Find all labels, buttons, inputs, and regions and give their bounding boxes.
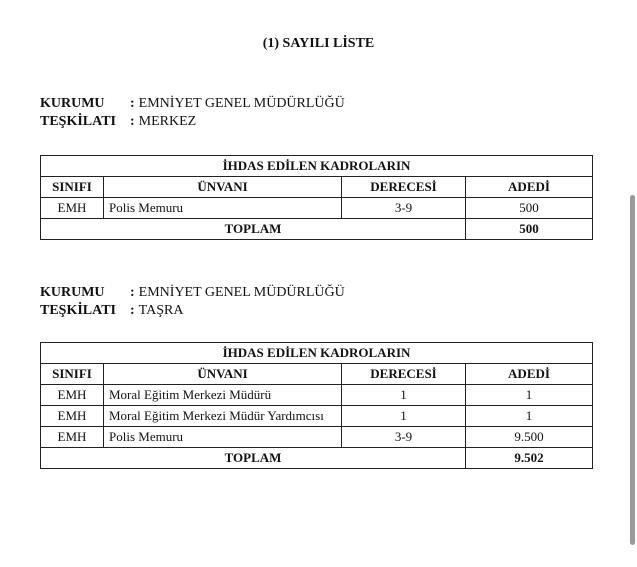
header-sinifi: SINIFI xyxy=(41,177,104,198)
header-derecesi: DERECESİ xyxy=(342,177,466,198)
teskilati-row xyxy=(40,113,345,131)
cell-derecesi: 3-9 xyxy=(342,427,466,448)
kurumu-row xyxy=(40,284,345,302)
teskilati-row xyxy=(40,302,345,320)
kurumu-label: KURUMU xyxy=(40,285,105,300)
total-label: TOPLAM xyxy=(41,219,466,240)
cell-adedi: 1 xyxy=(466,406,593,427)
kadro-table-tasra xyxy=(40,342,593,469)
table-row xyxy=(41,385,593,406)
cell-derecesi: 1 xyxy=(342,385,466,406)
kurumu-row xyxy=(40,95,345,113)
cell-unvani: Moral Eğitim Merkezi Müdürü xyxy=(104,385,342,406)
section-merkez-info xyxy=(40,95,345,131)
kurumu-label: KURUMU xyxy=(40,96,105,111)
table-total-row xyxy=(41,448,593,469)
table-caption: İHDAS EDİLEN KADROLARIN xyxy=(41,343,593,364)
total-value: 9.502 xyxy=(466,448,593,469)
cell-adedi: 9.500 xyxy=(466,427,593,448)
kurumu-value: EMNİYET GENEL MÜDÜRLÜĞÜ xyxy=(138,285,345,300)
kurumu-value: EMNİYET GENEL MÜDÜRLÜĞÜ xyxy=(138,96,345,111)
header-adedi: ADEDİ xyxy=(466,364,593,385)
kadro-table-merkez xyxy=(40,155,593,240)
table-caption-row xyxy=(41,343,593,364)
header-sinifi: SINIFI xyxy=(41,364,104,385)
table-total-row xyxy=(41,219,593,240)
cell-unvani: Moral Eğitim Merkezi Müdür Yardımcısı xyxy=(104,406,342,427)
total-label: TOPLAM xyxy=(41,448,466,469)
cell-adedi: 1 xyxy=(466,385,593,406)
table-caption: İHDAS EDİLEN KADROLARIN xyxy=(41,156,593,177)
table-row xyxy=(41,406,593,427)
table-header-row xyxy=(41,364,593,385)
table-row xyxy=(41,198,593,219)
list-title: (1) SAYILI LİSTE xyxy=(262,36,375,51)
cell-adedi: 500 xyxy=(466,198,593,219)
header-adedi: ADEDİ xyxy=(466,177,593,198)
cell-unvani: Polis Memuru xyxy=(104,198,342,219)
header-unvani: ÜNVANI xyxy=(104,177,342,198)
cell-sinifi: EMH xyxy=(41,427,104,448)
cell-sinifi: EMH xyxy=(41,385,104,406)
table-header-row xyxy=(41,177,593,198)
teskilati-value: TAŞRA xyxy=(138,303,184,318)
kurumu-colon: : xyxy=(130,96,135,111)
table-caption-row xyxy=(41,156,593,177)
teskilati-label: TEŞKİLATI xyxy=(40,114,116,129)
header-unvani: ÜNVANI xyxy=(104,364,342,385)
table-row xyxy=(41,427,593,448)
cell-sinifi: EMH xyxy=(41,406,104,427)
teskilati-colon: : xyxy=(130,303,135,318)
total-value: 500 xyxy=(466,219,593,240)
cell-sinifi: EMH xyxy=(41,198,104,219)
kurumu-colon: : xyxy=(130,285,135,300)
header-derecesi: DERECESİ xyxy=(342,364,466,385)
cell-derecesi: 1 xyxy=(342,406,466,427)
teskilati-value: MERKEZ xyxy=(138,114,197,129)
teskilati-colon: : xyxy=(130,114,135,129)
section-tasra-info xyxy=(40,284,345,320)
cell-unvani: Polis Memuru xyxy=(104,427,342,448)
cell-derecesi: 3-9 xyxy=(342,198,466,219)
vertical-scrollbar[interactable] xyxy=(630,195,635,545)
teskilati-label: TEŞKİLATI xyxy=(40,303,116,318)
